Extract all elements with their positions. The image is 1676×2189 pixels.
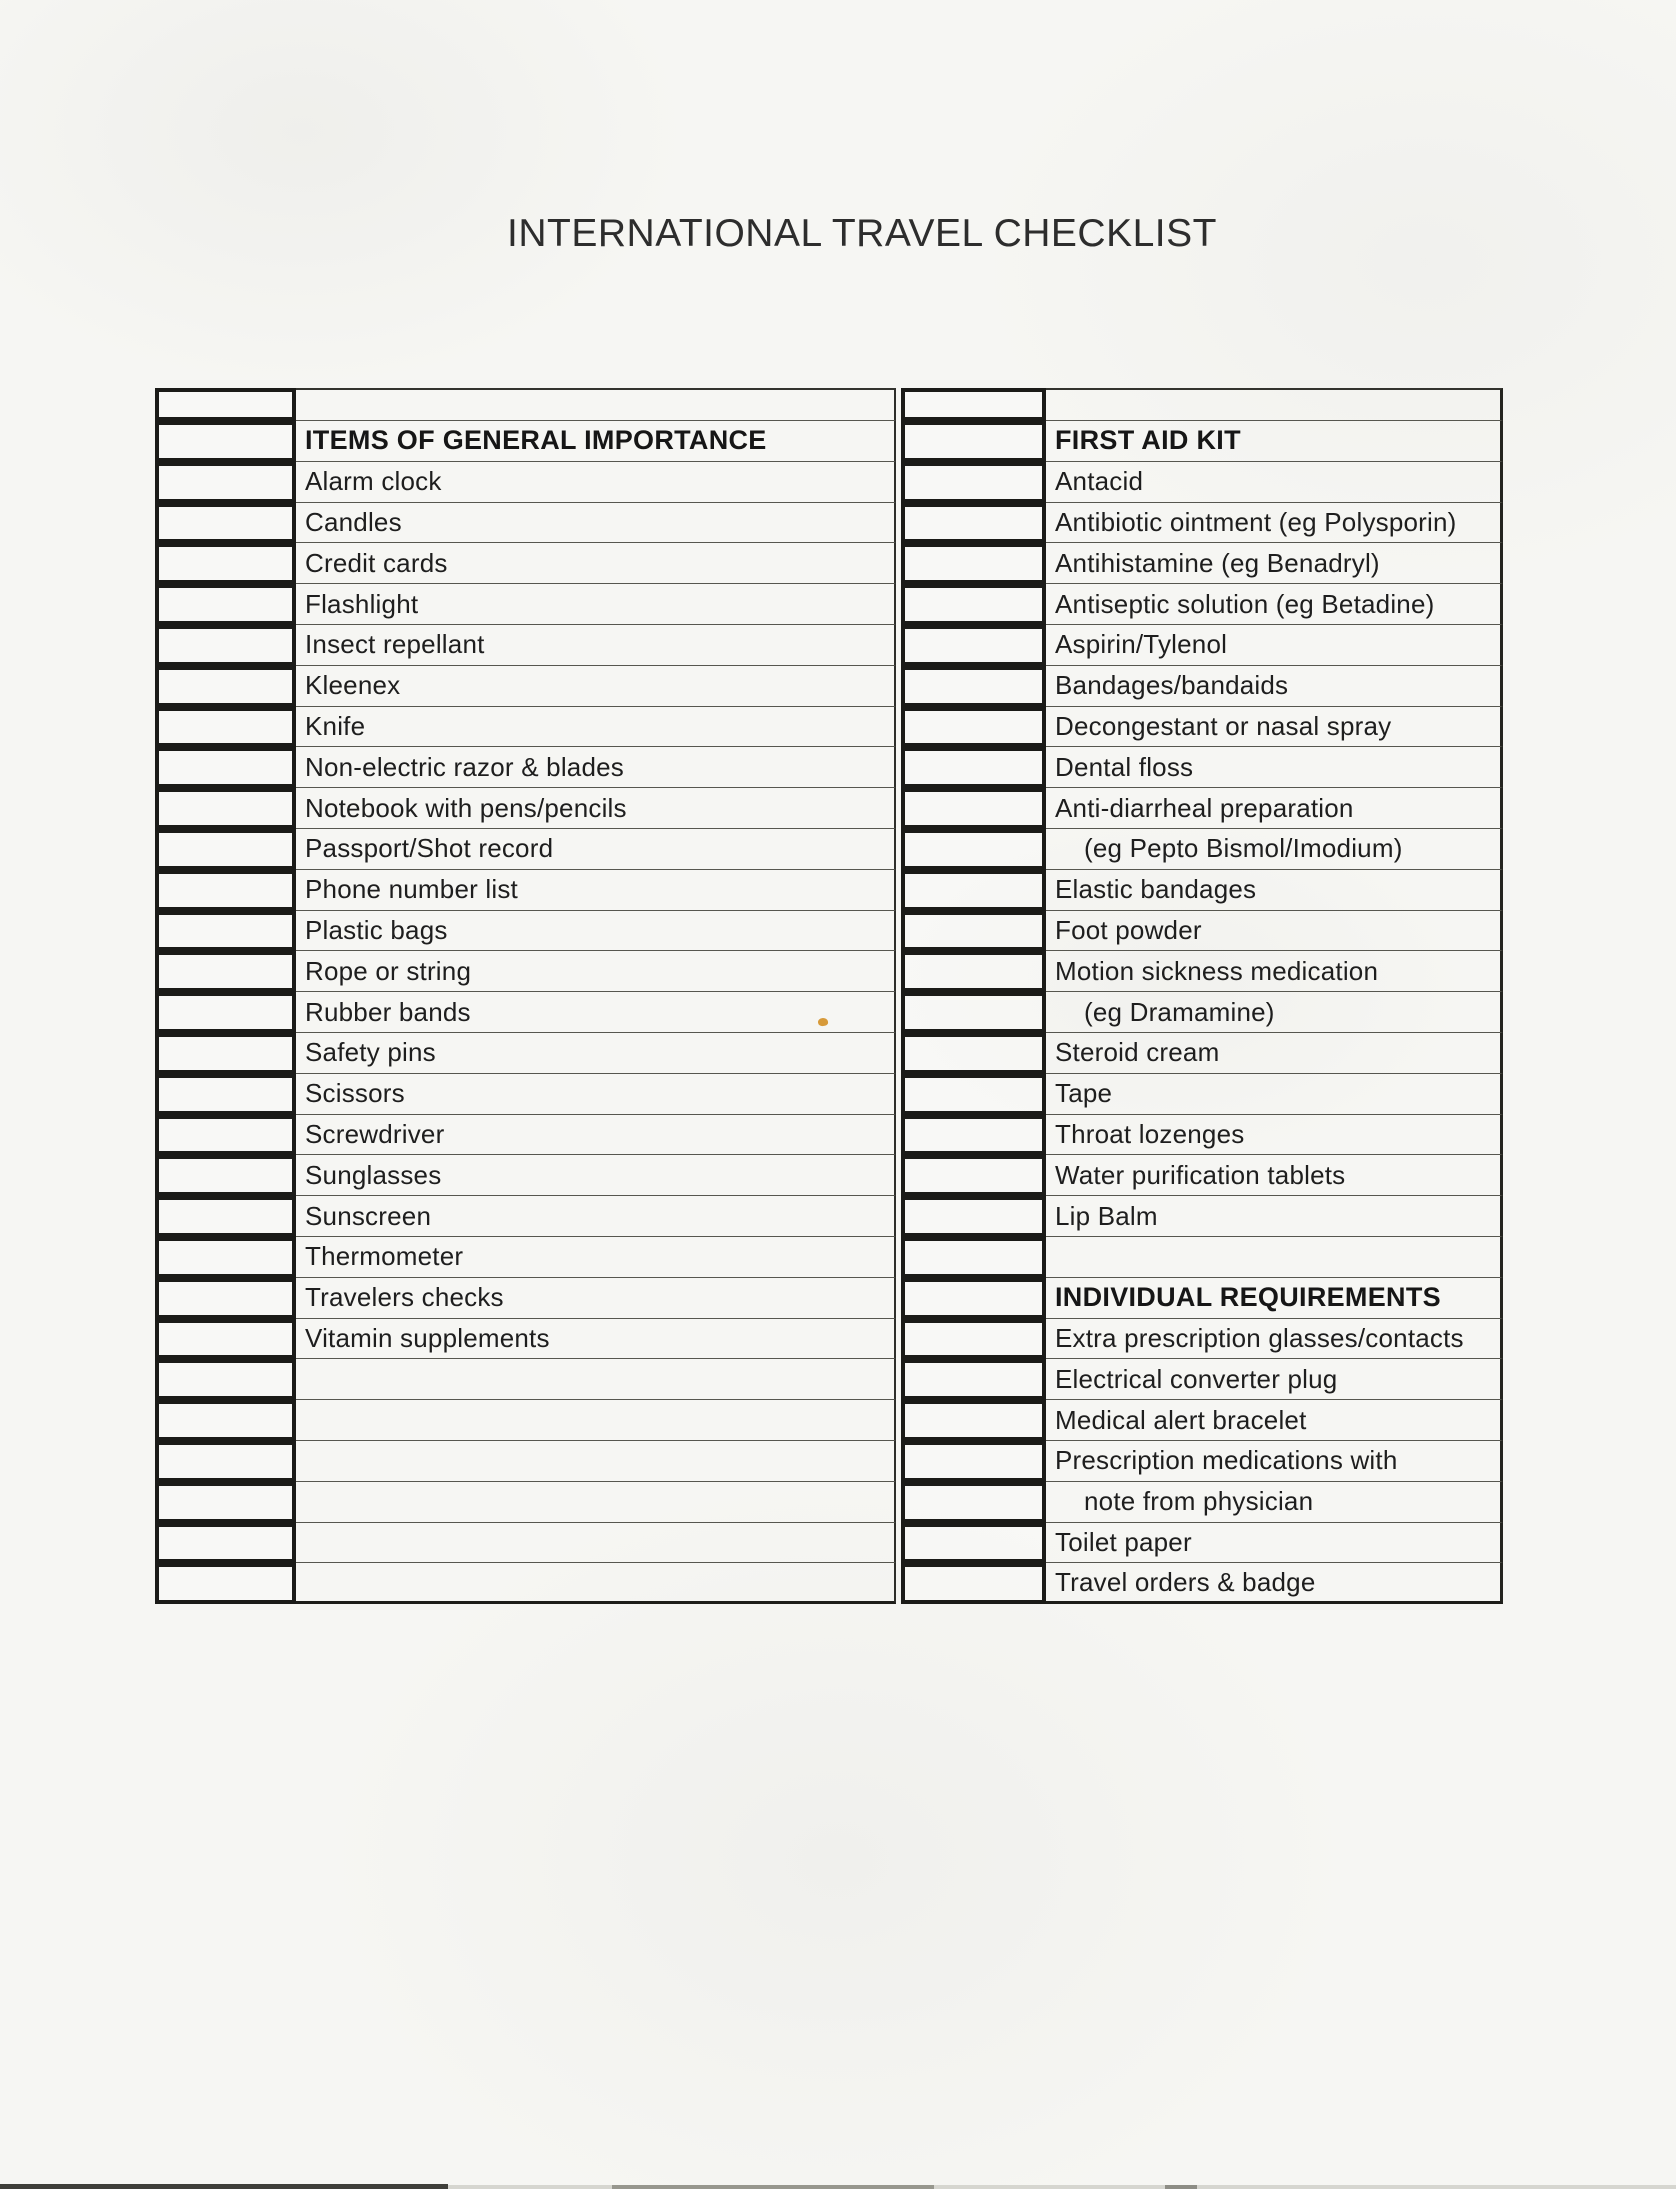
checklist-row — [155, 462, 1503, 503]
checkbox-box — [155, 1523, 296, 1564]
item-cell: Tape — [1046, 1074, 1503, 1115]
checkbox-box — [155, 1278, 296, 1319]
item-cell: Decongestant or nasal spray — [1046, 707, 1503, 748]
checklist-row — [155, 870, 1503, 911]
checklist-row — [155, 829, 1503, 870]
item-cell: Antibiotic ointment (eg Polysporin) — [1046, 503, 1503, 544]
checkbox-box — [901, 1237, 1046, 1278]
checkbox-box — [901, 1441, 1046, 1482]
item-cell: Bandages/bandaids — [1046, 666, 1503, 707]
checkbox-box — [155, 666, 296, 707]
scan-edge-bar-artifact — [612, 2185, 934, 2189]
checkbox-box — [901, 1523, 1046, 1564]
item-cell — [1046, 1237, 1503, 1278]
checkbox-box — [155, 707, 296, 748]
item-cell — [296, 1563, 896, 1604]
checkbox-box — [901, 421, 1046, 462]
checkbox-box — [155, 1359, 296, 1400]
item-cell — [296, 388, 896, 421]
checkbox-box — [155, 829, 296, 870]
item-cell: Sunglasses — [296, 1155, 896, 1196]
item-cell: Notebook with pens/pencils — [296, 788, 896, 829]
item-cell: Throat lozenges — [1046, 1115, 1503, 1156]
checkbox-box — [901, 503, 1046, 544]
checkbox-box — [901, 1319, 1046, 1360]
checklist-row — [155, 1400, 1503, 1441]
checkbox-box — [155, 543, 296, 584]
checkbox-box — [155, 747, 296, 788]
checkbox-box — [901, 870, 1046, 911]
item-cell: Lip Balm — [1046, 1196, 1503, 1237]
checklist-table — [155, 388, 1503, 1604]
item-cell: Extra prescription glasses/contacts — [1046, 1319, 1503, 1360]
checkbox-box — [155, 1482, 296, 1523]
item-cell: Screwdriver — [296, 1115, 896, 1156]
checklist-row — [155, 951, 1503, 992]
item-cell — [296, 1482, 896, 1523]
item-cell: Foot powder — [1046, 911, 1503, 952]
item-cell: Vitamin supplements — [296, 1319, 896, 1360]
item-cell: Knife — [296, 707, 896, 748]
checkbox-box — [155, 1155, 296, 1196]
item-cell: (eg Dramamine) — [1046, 992, 1503, 1033]
checkbox-box — [901, 829, 1046, 870]
checkbox-box — [155, 462, 296, 503]
item-cell: Credit cards — [296, 543, 896, 584]
item-cell: Kleenex — [296, 666, 896, 707]
item-cell: Alarm clock — [296, 462, 896, 503]
item-cell: Plastic bags — [296, 911, 896, 952]
item-cell: Anti-diarrheal preparation — [1046, 788, 1503, 829]
checklist-row — [155, 1196, 1503, 1237]
checkbox-box — [901, 788, 1046, 829]
checkbox-box — [901, 388, 1046, 421]
checkbox-box — [901, 625, 1046, 666]
item-cell — [1046, 388, 1503, 421]
checklist-row — [155, 1115, 1503, 1156]
checklist-row — [155, 1155, 1503, 1196]
item-cell — [296, 1441, 896, 1482]
checklist-row — [155, 1033, 1503, 1074]
page-title: INTERNATIONAL TRAVEL CHECKLIST — [507, 212, 1217, 255]
section-header-cell: FIRST AID KIT — [1046, 421, 1503, 462]
checkbox-box — [155, 1074, 296, 1115]
item-cell — [296, 1359, 896, 1400]
checkbox-box — [901, 666, 1046, 707]
checklist-row — [155, 421, 1503, 462]
item-cell: Toilet paper — [1046, 1523, 1503, 1564]
checklist-row — [155, 1237, 1503, 1278]
checkbox-box — [901, 1482, 1046, 1523]
checklist-row — [155, 911, 1503, 952]
checkbox-box — [155, 992, 296, 1033]
checkbox-box — [901, 1155, 1046, 1196]
section-header-cell: INDIVIDUAL REQUIREMENTS — [1046, 1278, 1503, 1319]
item-cell: Antacid — [1046, 462, 1503, 503]
checkbox-box — [155, 1237, 296, 1278]
checkbox-box — [155, 911, 296, 952]
item-cell — [296, 1523, 896, 1564]
checklist-row — [155, 747, 1503, 788]
checkbox-box — [155, 503, 296, 544]
checkbox-box — [901, 707, 1046, 748]
checkbox-box — [155, 1033, 296, 1074]
item-cell: Dental floss — [1046, 747, 1503, 788]
item-cell: Sunscreen — [296, 1196, 896, 1237]
checklist-row — [155, 788, 1503, 829]
checkbox-box — [901, 1074, 1046, 1115]
checkbox-box — [155, 1563, 296, 1604]
item-cell: Passport/Shot record — [296, 829, 896, 870]
checkbox-box — [901, 1115, 1046, 1156]
item-cell: Medical alert bracelet — [1046, 1400, 1503, 1441]
checkbox-box — [155, 1196, 296, 1237]
checklist-row — [155, 1359, 1503, 1400]
checkbox-box — [901, 1196, 1046, 1237]
checkbox-box — [901, 1400, 1046, 1441]
checklist-row — [155, 625, 1503, 666]
item-cell: Antiseptic solution (eg Betadine) — [1046, 584, 1503, 625]
item-cell: Safety pins — [296, 1033, 896, 1074]
checklist-row — [155, 1319, 1503, 1360]
item-cell: Elastic bandages — [1046, 870, 1503, 911]
item-cell: note from physician — [1046, 1482, 1503, 1523]
item-cell: Aspirin/Tylenol — [1046, 625, 1503, 666]
checkbox-box — [155, 1319, 296, 1360]
checklist-row — [155, 992, 1503, 1033]
checkbox-box — [155, 584, 296, 625]
item-cell: Electrical converter plug — [1046, 1359, 1503, 1400]
item-cell: Flashlight — [296, 584, 896, 625]
checkbox-box — [155, 421, 296, 462]
scan-edge-bar-artifact — [0, 2184, 448, 2189]
checkbox-box — [901, 462, 1046, 503]
checkbox-box — [901, 1278, 1046, 1319]
item-cell: Motion sickness medication — [1046, 951, 1503, 992]
item-cell: Water purification tablets — [1046, 1155, 1503, 1196]
checkbox-box — [901, 992, 1046, 1033]
checkbox-box — [901, 1563, 1046, 1604]
checklist-row — [155, 666, 1503, 707]
item-cell — [296, 1400, 896, 1441]
item-cell: Rope or string — [296, 951, 896, 992]
checkbox-box — [155, 788, 296, 829]
item-cell: Rubber bands — [296, 992, 896, 1033]
item-cell: Thermometer — [296, 1237, 896, 1278]
checkbox-box — [901, 1359, 1046, 1400]
item-cell: Insect repellant — [296, 625, 896, 666]
checkbox-box — [901, 951, 1046, 992]
checkbox-box — [901, 543, 1046, 584]
checkbox-box — [155, 870, 296, 911]
checkbox-box — [155, 1115, 296, 1156]
checklist-row — [155, 503, 1503, 544]
checklist-row — [155, 1441, 1503, 1482]
checkbox-box — [901, 1033, 1046, 1074]
checkbox-box — [155, 1400, 296, 1441]
checklist-row — [155, 1074, 1503, 1115]
item-cell: Travelers checks — [296, 1278, 896, 1319]
checklist-row — [155, 1278, 1503, 1319]
item-cell: (eg Pepto Bismol/Imodium) — [1046, 829, 1503, 870]
item-cell: Travel orders & badge — [1046, 1563, 1503, 1604]
checklist-row — [155, 707, 1503, 748]
item-cell: Non-electric razor & blades — [296, 747, 896, 788]
item-cell: Candles — [296, 503, 896, 544]
checkbox-box — [901, 747, 1046, 788]
checkbox-box — [901, 584, 1046, 625]
checklist-row — [155, 388, 1503, 421]
checkbox-box — [155, 388, 296, 421]
checkbox-box — [901, 911, 1046, 952]
checklist-row — [155, 1523, 1503, 1564]
item-cell: Phone number list — [296, 870, 896, 911]
item-cell: Antihistamine (eg Benadryl) — [1046, 543, 1503, 584]
checklist-row — [155, 584, 1503, 625]
checkbox-box — [155, 625, 296, 666]
item-cell: Steroid cream — [1046, 1033, 1503, 1074]
section-header-cell: ITEMS OF GENERAL IMPORTANCE — [296, 421, 896, 462]
item-cell: Prescription medications with — [1046, 1441, 1503, 1482]
checkbox-box — [155, 951, 296, 992]
scan-edge-bar-artifact — [1165, 2185, 1197, 2189]
checklist-row — [155, 1563, 1503, 1604]
item-cell: Scissors — [296, 1074, 896, 1115]
checklist-row — [155, 1482, 1503, 1523]
checklist-row — [155, 543, 1503, 584]
checkbox-box — [155, 1441, 296, 1482]
